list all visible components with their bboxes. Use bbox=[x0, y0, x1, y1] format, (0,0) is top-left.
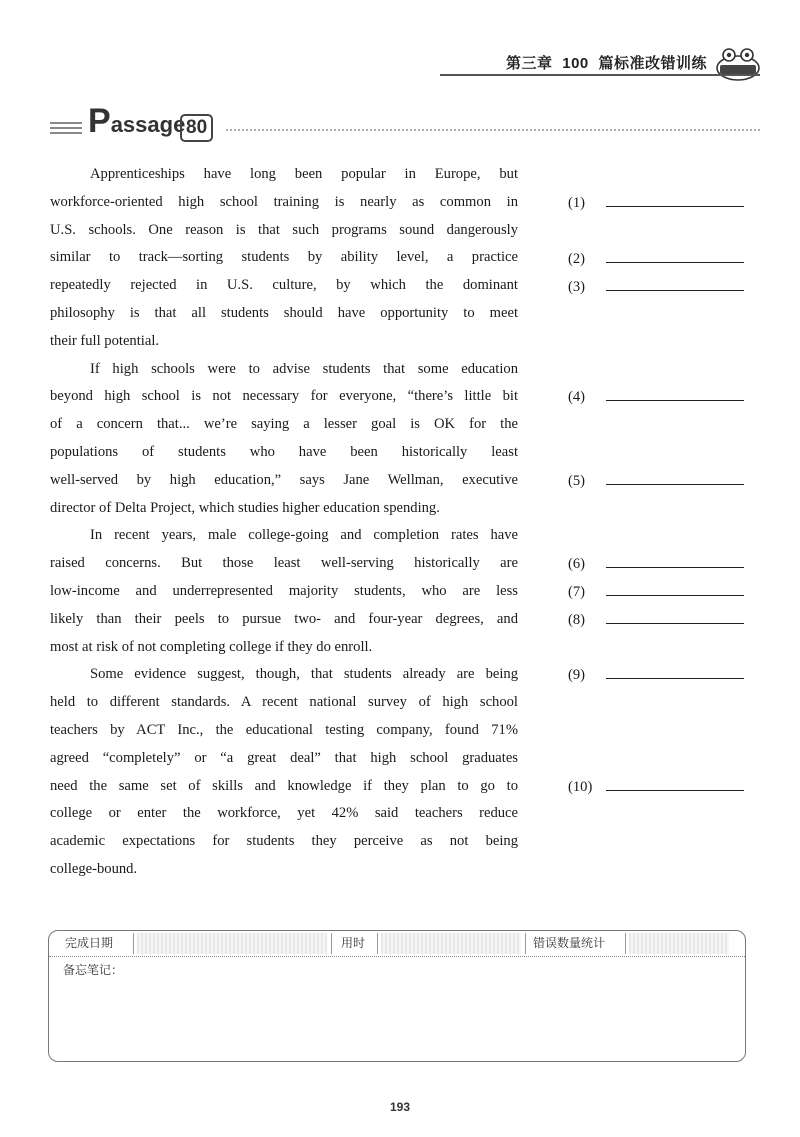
text-line: U.S. schools. One reason is that such programs sound dangerously bbox=[50, 221, 518, 238]
divider bbox=[625, 933, 626, 954]
text-line: workforce-oriented high school training is nearly as common in bbox=[50, 193, 518, 210]
notes-box bbox=[48, 930, 746, 1062]
divider bbox=[525, 933, 526, 954]
passage-label bbox=[88, 102, 186, 140]
error-count-field[interactable] bbox=[629, 933, 729, 954]
text-line: Apprenticeships have long been popular in Europe, but bbox=[90, 166, 518, 182]
blank-label: (8) bbox=[568, 612, 586, 628]
blank-label: (2) bbox=[568, 251, 586, 267]
blank-line[interactable] bbox=[606, 386, 744, 401]
blank-label: (3) bbox=[568, 279, 586, 295]
heading-dotted-rule bbox=[226, 129, 760, 131]
text-line: of a concern that... we’re saying a lesser goal is OK for the bbox=[50, 416, 518, 433]
blank-line[interactable] bbox=[606, 192, 744, 207]
text-line: populations of students who have been historically least bbox=[50, 443, 518, 460]
paragraph-2 bbox=[50, 356, 518, 523]
text-line: In recent years, male college-going and completion rates have bbox=[90, 527, 518, 544]
decorative-lines bbox=[50, 122, 82, 137]
chapter-title bbox=[506, 52, 707, 73]
chapter-prefix: 第三章 bbox=[506, 54, 553, 72]
completion-date-label: 完成日期 bbox=[65, 936, 114, 950]
text-line: academic expectations for students they perceive as not being bbox=[50, 833, 518, 850]
passage-number: 80 bbox=[180, 114, 213, 142]
blank-label: (10) bbox=[568, 779, 593, 795]
blank-label: (4) bbox=[568, 389, 586, 405]
time-used-field[interactable] bbox=[381, 933, 521, 954]
memo-label: 备忘笔记： bbox=[63, 963, 124, 977]
blank-line[interactable] bbox=[606, 581, 744, 596]
text-line: college or enter the workforce, yet 42% said teachers reduce bbox=[50, 805, 518, 822]
text-line: philosophy is that all students should have opportunity to meet bbox=[50, 304, 518, 321]
passage-heading bbox=[50, 104, 760, 144]
paragraph-3 bbox=[50, 522, 518, 661]
text-line: director of Delta Project, which studies higher education spending. bbox=[50, 499, 440, 516]
answer-blank-3[interactable] bbox=[568, 276, 744, 296]
error-count-label: 错误数量统计 bbox=[533, 936, 606, 950]
text-line: If high schools were to advise students that some education bbox=[90, 360, 518, 377]
text-line: raised concerns. But those least well-serving historically are bbox=[50, 555, 518, 572]
text-line: held to different standards. A recent national survey of high school bbox=[50, 694, 518, 711]
answer-blank-4[interactable] bbox=[568, 386, 744, 406]
page-number: 193 bbox=[389, 1100, 411, 1114]
blank-line[interactable] bbox=[606, 553, 744, 568]
text-line: repeatedly rejected in U.S. culture, by which the dominant bbox=[50, 277, 518, 294]
answer-blank-10[interactable] bbox=[568, 776, 744, 796]
blank-line[interactable] bbox=[606, 609, 744, 624]
blank-line[interactable] bbox=[606, 664, 744, 679]
text-line: need the same set of skills and knowledge if they plan to go to bbox=[50, 777, 518, 794]
text-line: well-served by high education,” says Jane Wellman, executive bbox=[50, 471, 518, 488]
page-header bbox=[0, 0, 800, 90]
blank-line[interactable] bbox=[606, 248, 744, 263]
blank-label: (7) bbox=[568, 584, 586, 600]
passage-body bbox=[50, 161, 518, 884]
divider bbox=[331, 933, 332, 954]
text-line: college-bound. bbox=[50, 860, 138, 877]
text-line: likely than their peels to pursue two- and four-year degrees, and bbox=[50, 610, 518, 627]
text-line: low-income and underrepresented majority students, who are less bbox=[50, 582, 518, 599]
answer-blank-1[interactable] bbox=[568, 192, 744, 212]
divider bbox=[133, 933, 134, 954]
answer-blank-6[interactable] bbox=[568, 553, 744, 573]
blank-label: (9) bbox=[568, 667, 586, 683]
frog-logo-icon bbox=[714, 46, 762, 82]
answer-blank-2[interactable] bbox=[568, 248, 744, 268]
passage-initial: P bbox=[88, 102, 111, 140]
blank-label: (5) bbox=[568, 473, 586, 489]
answer-blank-5[interactable] bbox=[568, 470, 744, 490]
passage-word-rest: assage bbox=[110, 112, 186, 137]
text-line: teachers by ACT Inc., the educational testing company, found 71% bbox=[50, 721, 518, 738]
paragraph-1 bbox=[50, 161, 518, 356]
blank-label: (6) bbox=[568, 556, 586, 572]
paragraph-4 bbox=[50, 661, 518, 883]
blank-line[interactable] bbox=[606, 276, 744, 291]
answer-blank-8[interactable] bbox=[568, 609, 744, 629]
text-line: Some evidence suggest, though, that students already are being bbox=[90, 666, 518, 683]
text-line: most at risk of not completing college if they do enroll. bbox=[50, 638, 373, 655]
blank-line[interactable] bbox=[606, 470, 744, 485]
chapter-suffix: 篇标准改错训练 bbox=[598, 54, 708, 72]
text-line: their full potential. bbox=[50, 332, 160, 349]
blank-line[interactable] bbox=[606, 776, 744, 791]
chapter-number: 100 bbox=[562, 55, 589, 72]
notes-header-row bbox=[49, 931, 745, 957]
header-rule bbox=[440, 74, 760, 76]
text-line: beyond high school is not necessary for everyone, “there’s little bit bbox=[50, 388, 518, 405]
blank-label: (1) bbox=[568, 195, 586, 211]
answer-blank-9[interactable] bbox=[568, 664, 744, 684]
text-line: agreed “completely” or “a great deal” that high school graduates bbox=[50, 749, 518, 766]
text-line: similar to track—sorting students by ability level, a practice bbox=[50, 249, 518, 266]
time-used-label: 用时 bbox=[341, 936, 366, 950]
completion-date-field[interactable] bbox=[137, 933, 327, 954]
answer-blank-7[interactable] bbox=[568, 581, 744, 601]
divider bbox=[377, 933, 378, 954]
